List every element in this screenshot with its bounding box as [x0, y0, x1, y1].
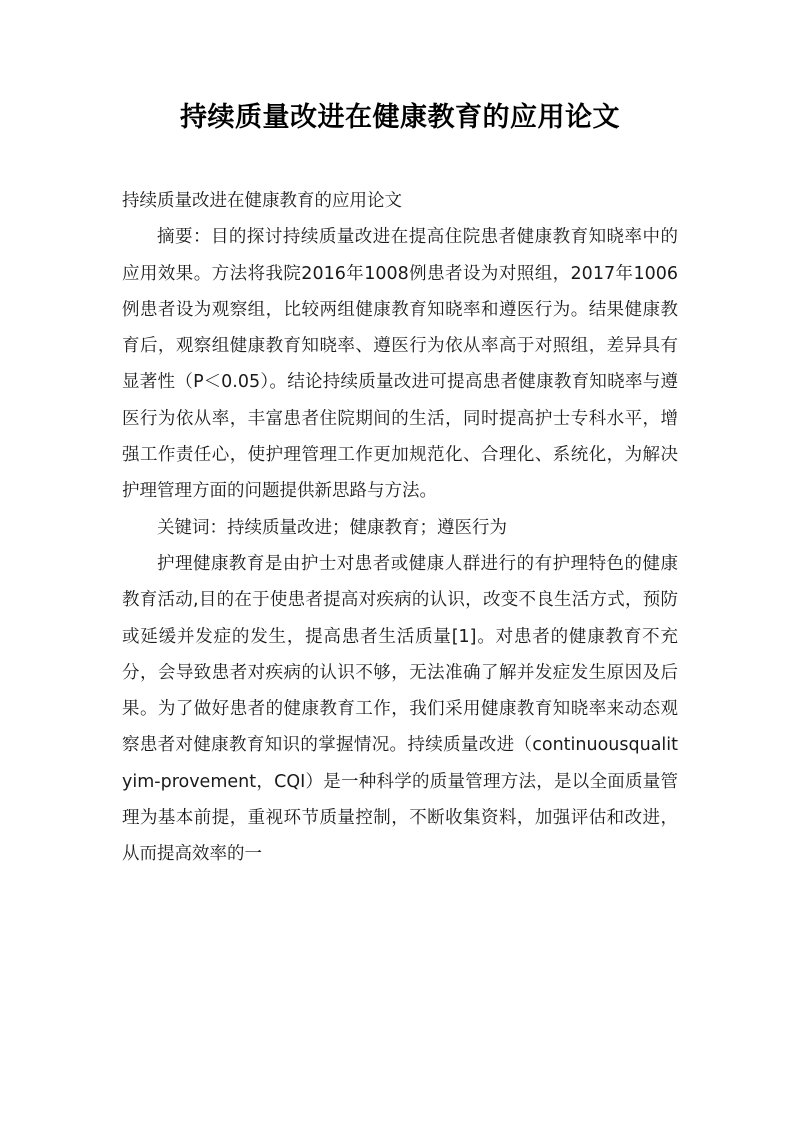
abstract-paragraph: 摘要：目的探讨持续质量改进在提高住院患者健康教育知晓率中的应用效果。方法将我院2016年1008例患者设为对照组，2017年1006例患者设为观察组，比较两组健康教育知晓率和遵医行为。结果健康教育后，观察组健康教育知晓率、遵医行为依从率高于对照组，差异具有显著性（P＜0.05）。结论持续质量改进可提高患者健康教育知晓率与遵医行为依从率，丰富患者住院期间的生活，同时提高护士专科水平，增强工作责任心，使护理管理工作更加规范化、合理化、系统化，为解决护理管理方面的问题提供新思路与方法。	[122, 227, 678, 502]
keywords-line: 关键词：持续质量改进；健康教育；遵医行为	[157, 517, 507, 538]
body-paragraph: 护理健康教育是由护士对患者或健康人群进行的有护理特色的健康教育活动,目的在于使患者提高对疾病的认识，改变不良生活方式，预防或延缓并发症的发生，提高患者生活质量[1]。对患者的健康教育不充分，会导致患者对疾病的认识不够，无法准确了解并发症发生原因及后果。为了做好患者的健康教育工作，我们采用健康教育知晓率来动态观察患者对健康教育知识的掌握情况。持续质量改进（continuousqualityim-provement，CQI）是一种科学的质量管理方法，是以全面质量管理为基本前提，重视环节质量控制，不断收集资料，加强评估和改进，从而提高效率的一	[122, 553, 678, 865]
document-body	[122, 183, 678, 873]
document-title: 持续质量改进在健康教育的应用论文	[180, 102, 620, 133]
document-subtitle: 持续质量改进在健康教育的应用论文	[122, 191, 402, 211]
